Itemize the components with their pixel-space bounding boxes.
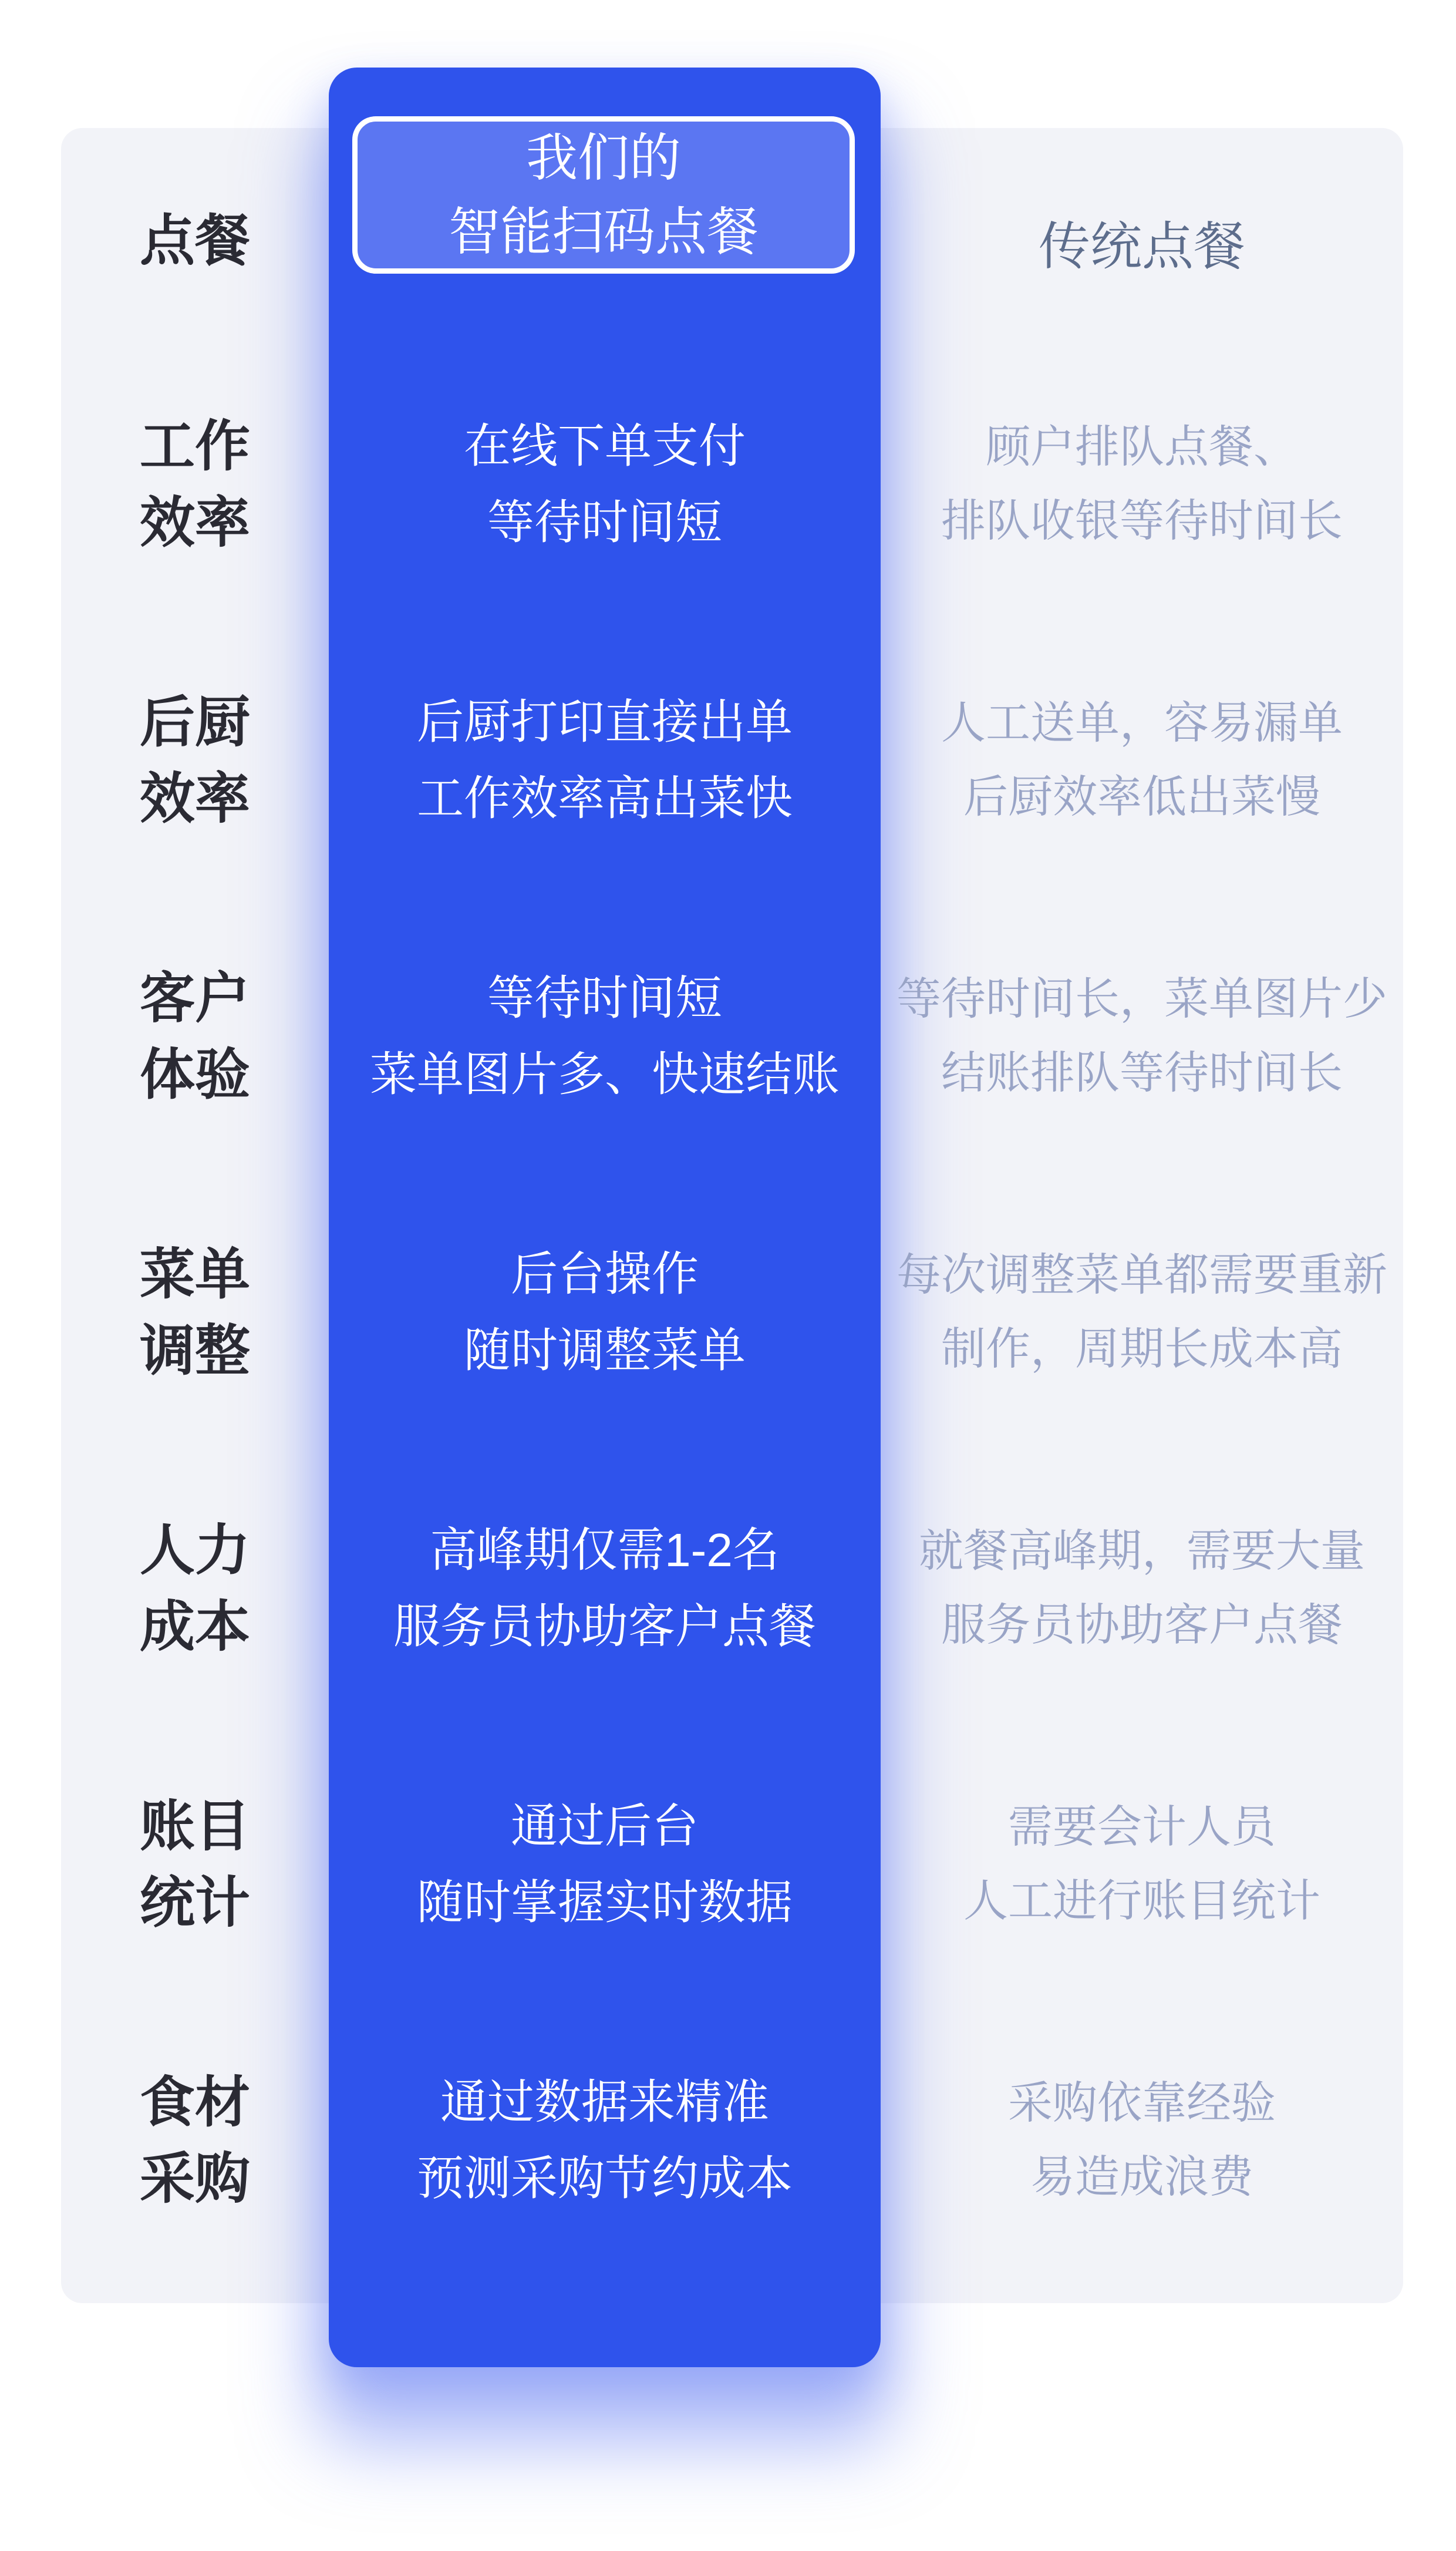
- ours-cell-line2: 随时调整菜单: [464, 1324, 746, 1377]
- comparison-row: [0, 2041, 1456, 2240]
- row-label-line1: 客户: [139, 967, 250, 1029]
- ours-cell-line2: 等待时间短: [487, 496, 722, 548]
- row-label: [61, 1765, 329, 1964]
- traditional-cell-line2: 排队收银等待时间长: [941, 496, 1343, 546]
- comparison-row: [0, 1765, 1456, 1964]
- traditional-cell-line2: 制作，周期长成本高: [941, 1324, 1343, 1374]
- ours-cell: [329, 1765, 881, 1964]
- ours-cell-line1: 高峰期仅需1-2名: [430, 1524, 780, 1576]
- row-label: [61, 2041, 329, 2240]
- comparison-row: [0, 937, 1456, 1136]
- traditional-cell-line1: 采购依靠经验: [1008, 2078, 1276, 2128]
- ours-cell-line2: 工作效率高出菜快: [417, 772, 793, 824]
- ours-cell-line1: 在线下单支付: [464, 420, 746, 472]
- smart-ordering-header-line2: 智能扫码点餐: [448, 203, 759, 261]
- traditional-cell-line2: 人工进行账目统计: [963, 1876, 1320, 1926]
- ours-cell: [329, 1489, 881, 1688]
- row-label: [61, 385, 329, 584]
- traditional-cell-line1: 需要会计人员: [1008, 1802, 1276, 1852]
- ours-cell-line2: 预测采购节约成本: [417, 2152, 793, 2205]
- comparison-row: [0, 1213, 1456, 1412]
- traditional-cell-line2: 服务员协助客户点餐: [941, 1600, 1343, 1650]
- traditional-cell: [881, 661, 1403, 860]
- ours-cell-line1: 后台操作: [511, 1248, 699, 1300]
- ours-cell-line2: 随时掌握实时数据: [417, 1876, 793, 1929]
- traditional-cell-line1: 就餐高峰期，需要大量: [919, 1526, 1365, 1576]
- ours-cell: [329, 937, 881, 1136]
- traditional-header: 传统点餐: [1038, 217, 1245, 275]
- ours-cell: [329, 1213, 881, 1412]
- row-label-line1: 人力: [139, 1519, 250, 1581]
- row-label-line1: 工作: [139, 415, 250, 477]
- row-label-line1: 账目: [139, 1795, 250, 1857]
- ours-cell-line2: 菜单图片多、快速结账: [370, 1048, 840, 1101]
- smart-ordering-header-line1: 我们的: [525, 129, 681, 187]
- traditional-cell-line2: 结账排队等待时间长: [941, 1048, 1343, 1098]
- ours-cell-line1: 后厨打印直接出单: [417, 696, 793, 748]
- traditional-cell-line2: 易造成浪费: [1030, 2152, 1253, 2202]
- ours-cell-line1: 等待时间短: [487, 972, 722, 1024]
- row-label-line2: 调整: [139, 1320, 250, 1381]
- traditional-cell: [881, 937, 1403, 1136]
- comparison-row: [0, 385, 1456, 584]
- traditional-cell: [881, 1489, 1403, 1688]
- ours-cell: [329, 385, 881, 584]
- ours-cell-line2: 服务员协助客户点餐: [393, 1600, 816, 1653]
- traditional-cell-line1: 人工送单，容易漏单: [941, 698, 1343, 748]
- row-label: [61, 661, 329, 860]
- row-label: [61, 937, 329, 1136]
- ours-cell: [329, 2041, 881, 2240]
- traditional-cell: [881, 2041, 1403, 2240]
- ours-cell-line1: 通过数据来精准: [440, 2076, 769, 2128]
- traditional-cell-line2: 后厨效率低出菜慢: [963, 772, 1320, 822]
- traditional-cell-line1: 每次调整菜单都需要重新: [896, 1250, 1387, 1300]
- row-label-line1: 菜单: [139, 1243, 250, 1305]
- comparison-row: [0, 1489, 1456, 1688]
- traditional-cell: [881, 385, 1403, 584]
- smart-ordering-header-box: [352, 116, 855, 274]
- row-label-line2: 体验: [139, 1044, 250, 1105]
- row-label-line2: 统计: [139, 1872, 250, 1933]
- row-label-line1: 后厨: [139, 691, 250, 753]
- traditional-cell: [881, 1765, 1403, 1964]
- row-label-line2: 成本: [139, 1596, 250, 1657]
- row-label: [61, 1213, 329, 1412]
- traditional-cell: [881, 1213, 1403, 1412]
- comparison-row: [0, 661, 1456, 860]
- row-label-line2: 效率: [139, 768, 250, 829]
- traditional-cell-line1: 顾户排队点餐、: [986, 422, 1298, 472]
- traditional-cell-line1: 等待时间长，菜单图片少: [896, 974, 1387, 1024]
- row-label-line1: 食材: [139, 2071, 250, 2133]
- ours-cell: [329, 661, 881, 860]
- row-label: [61, 1489, 329, 1688]
- corner-label: 点餐: [139, 210, 250, 271]
- ours-cell-line1: 通过后台: [511, 1800, 699, 1852]
- row-label-line2: 采购: [139, 2148, 250, 2209]
- row-label-line2: 效率: [139, 492, 250, 553]
